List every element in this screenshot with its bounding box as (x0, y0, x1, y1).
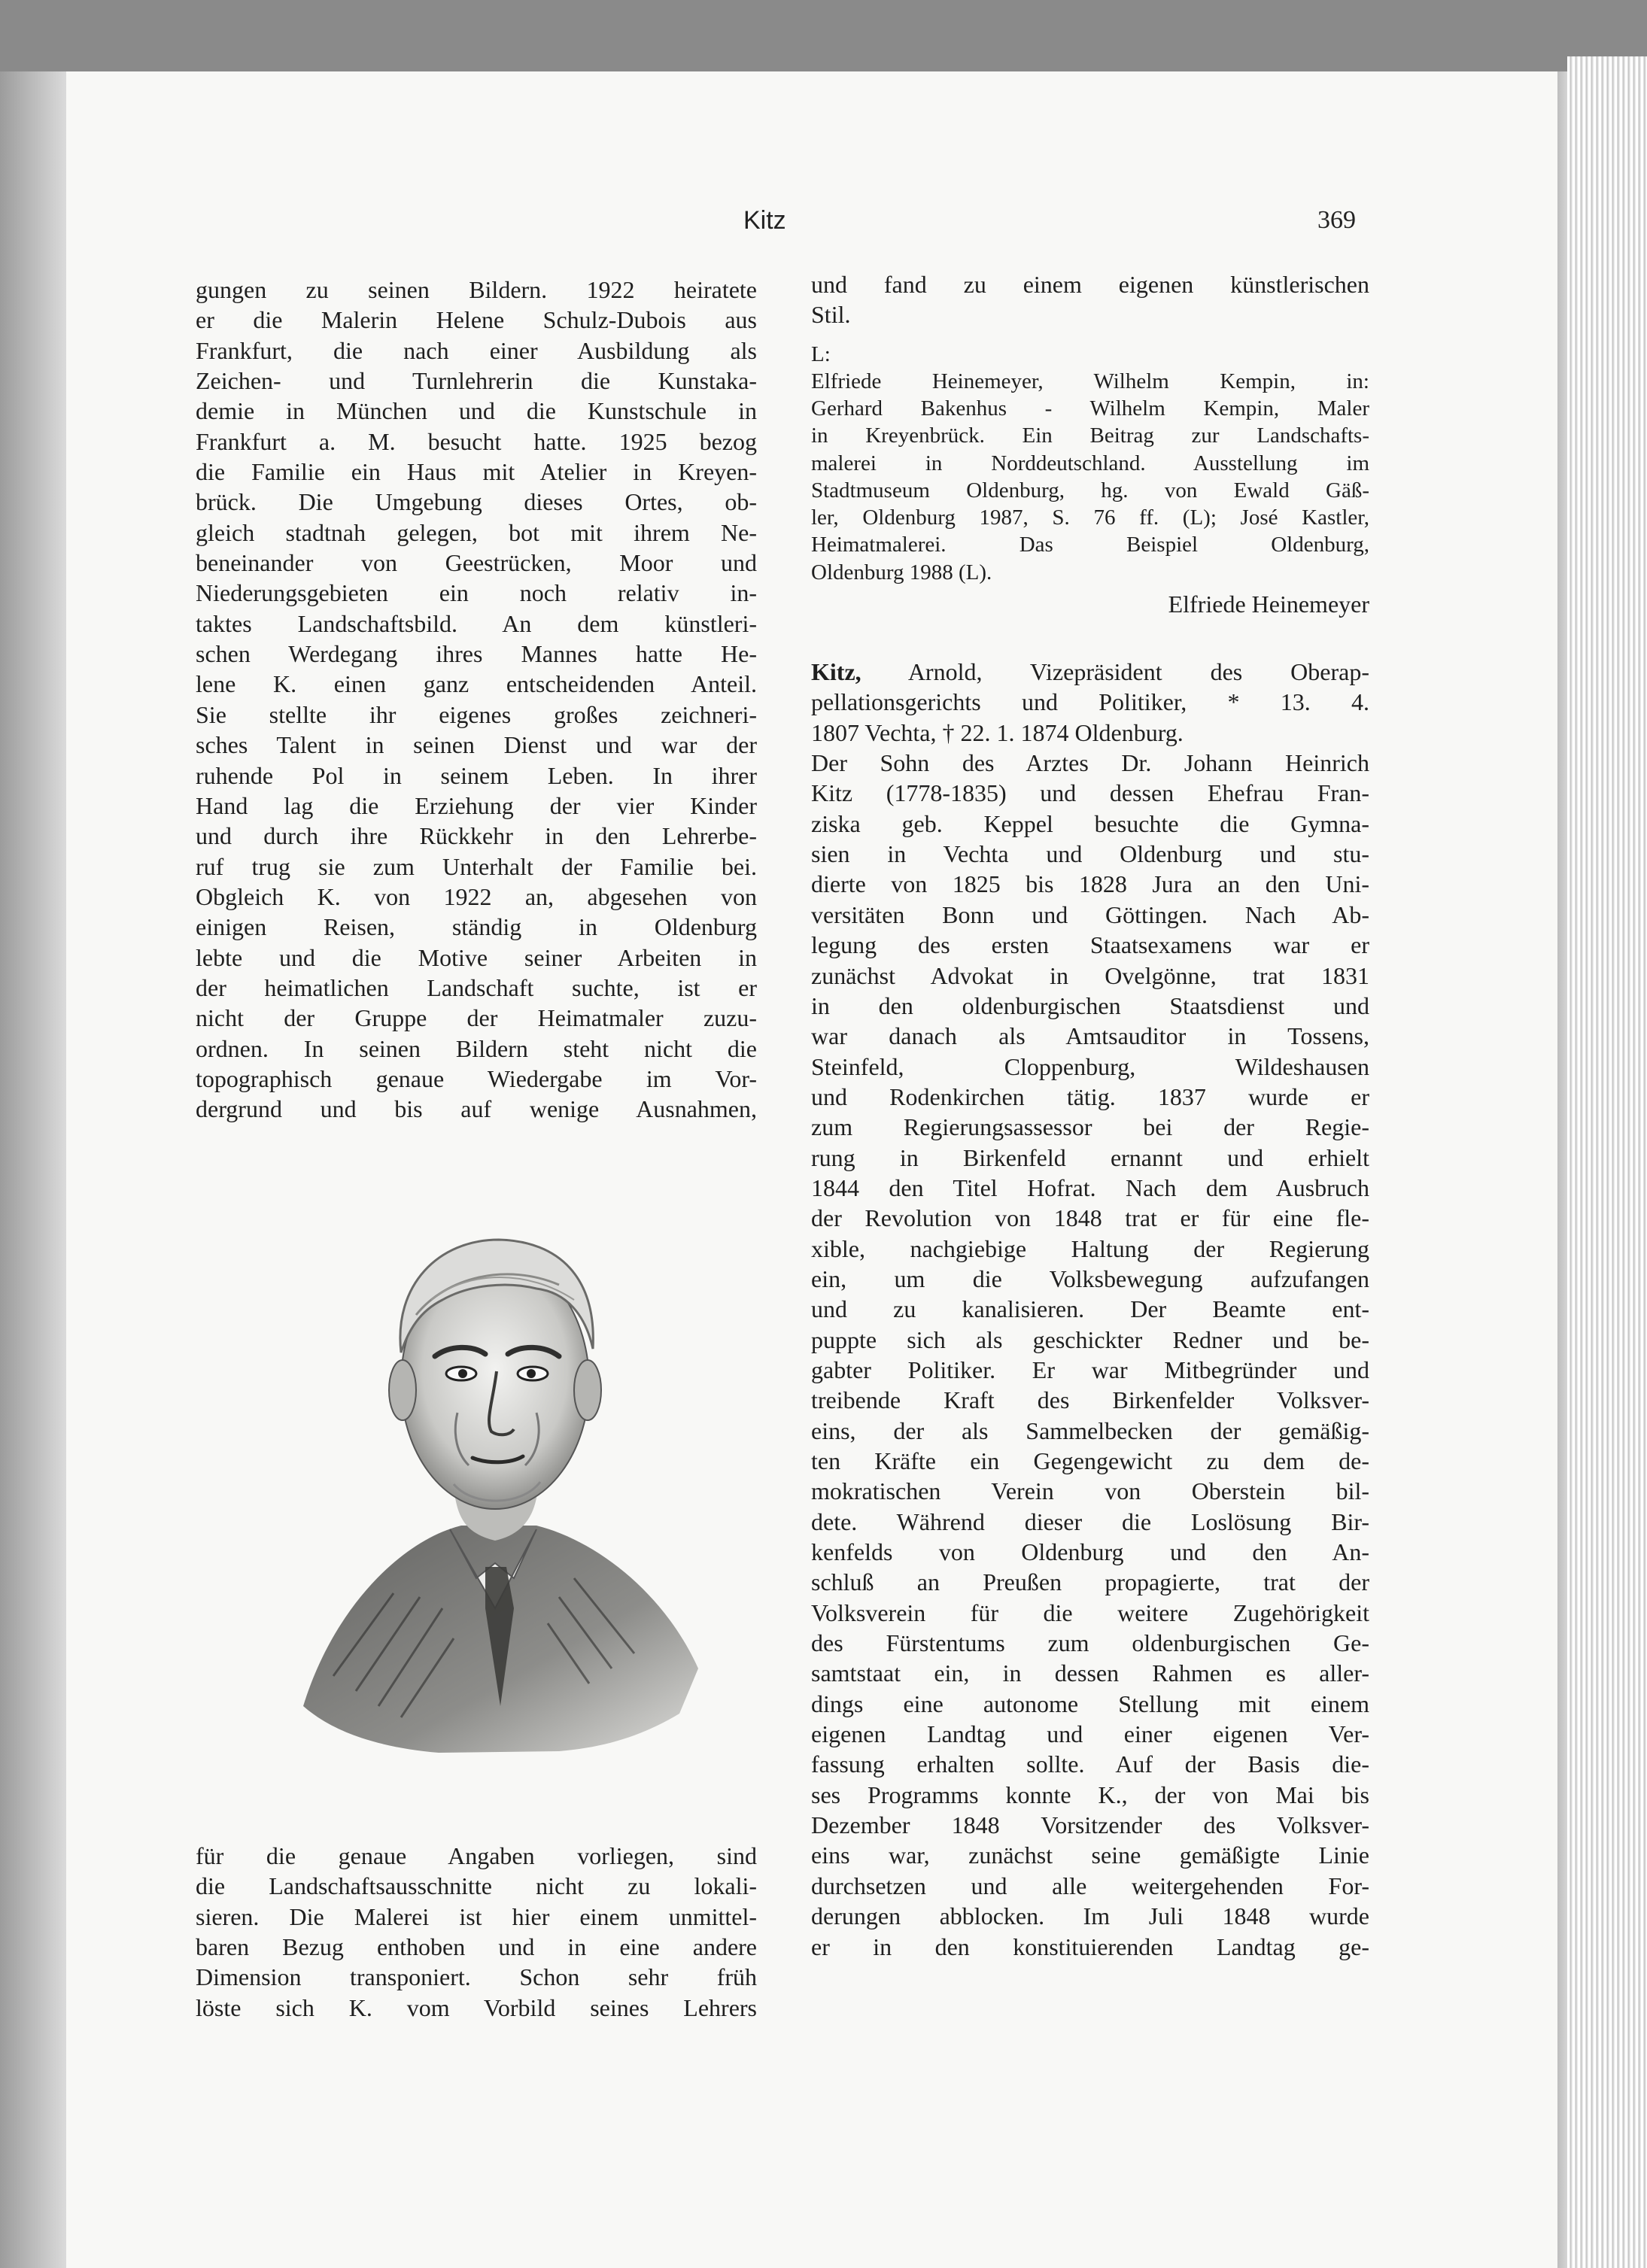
text-line: sien in Vechta und Oldenburg und stu- (811, 840, 1369, 868)
text-line: eins war, zunächst seine gemäßigte Linie (811, 1841, 1369, 1869)
literature-line: Stadtmuseum Oldenburg, hg. von Ewald Gäß- (811, 478, 1369, 502)
text-line: ruhende Pol in seinem Leben. In ihrer (196, 761, 757, 789)
text-line: fassung erhalten sollte. Auf der Basis die- (811, 1750, 1369, 1778)
text-line: demie in München und die Kunstschule in (196, 397, 757, 425)
text-line: xible, nachgiebige Haltung der Regierung (811, 1234, 1369, 1262)
text-line: zunächst Advokat in Ovelgönne, trat 1831 (811, 961, 1369, 989)
text-line: dergrund und bis auf wenige Ausnahmen, (196, 1095, 757, 1123)
text-line: Zeichen- und Turnlehrerin die Kunstaka- (196, 367, 757, 395)
text-line: dings eine autonome Stellung mit einem (811, 1690, 1369, 1717)
text-line: lene K. einen ganz entscheidenden Anteil. (196, 670, 757, 698)
text-line: gleich stadtnah gelegen, bot mit ihrem Ne- (196, 518, 757, 546)
text-line: ten Kräfte ein Gegengewicht zu dem de- (811, 1447, 1369, 1474)
text-line: Kitz (1778-1835) und dessen Ehefrau Fran- (811, 779, 1369, 807)
text-line: und Rodenkirchen tätig. 1837 wurde er (811, 1082, 1369, 1110)
text-line: er in den konstituierenden Landtag ge- (811, 1933, 1369, 1960)
text-line: ziska geb. Keppel besuchte die Gymna- (811, 809, 1369, 837)
text-line: Obgleich K. von 1922 an, abgesehen von (196, 882, 757, 910)
text-line: Stil. (811, 301, 851, 329)
text-line: und fand zu einem eigenen künstlerischen (811, 271, 1369, 298)
text-line: legung des ersten Staatsexamens war er (811, 931, 1369, 959)
text-line: 1844 den Titel Hofrat. Nach dem Ausbruch (811, 1173, 1369, 1201)
literature-line: Oldenburg 1988 (L). (811, 560, 992, 584)
text-line: der Revolution von 1848 trat er für eine fle- (811, 1204, 1369, 1232)
text-line: Hand lag die Erziehung der vier Kinder (196, 791, 757, 819)
entry-header-line: 1807 Vechta, † 22. 1. 1874 Oldenburg. (811, 718, 1184, 746)
literature-line: in Kreyenbrück. Ein Beitrag zur Landschafts- (811, 424, 1369, 448)
text-line: Volksverein für die weitere Zugehörigkeit (811, 1599, 1369, 1626)
text-line: und durch ihre Rückkehr in den Lehrerbe- (196, 822, 757, 850)
text-line: gungen zu seinen Bildern. 1922 heiratete (196, 276, 757, 303)
text-line: gabter Politiker. Er war Mitbegründer und (811, 1356, 1369, 1383)
text-line: baren Bezug enthoben und in eine andere (196, 1933, 757, 1961)
text-line: rung in Birkenfeld ernannt und erhielt (811, 1143, 1369, 1171)
text-line: topographisch genaue Wiedergabe im Vor- (196, 1064, 757, 1092)
running-head: Kitz (743, 206, 786, 235)
text-line: die Familie ein Haus mit Atelier in Kreyen- (196, 458, 757, 486)
text-line: samtstaat ein, in dessen Rahmen es aller- (811, 1659, 1369, 1687)
text-line: lebte und die Motive seiner Arbeiten in (196, 943, 757, 971)
scanner-background (0, 0, 1647, 71)
page-number: 369 (1317, 206, 1356, 234)
text-line: Sie stellte ihr eigenes großes zeichneri- (196, 700, 757, 728)
text-line: die Landschaftsausschnitte nicht zu lokali- (196, 1872, 757, 1900)
book-fore-edge (1567, 56, 1647, 2268)
text-line: Der Sohn des Arztes Dr. Johann Heinrich (811, 749, 1369, 777)
literature-line: Gerhard Bakenhus - Wilhelm Kempin, Maler (811, 396, 1369, 421)
entry-header-text: Arnold, Vizepräsident des Oberap- (861, 658, 1369, 686)
literature-line: malerei in Norddeutschland. Ausstellung im (811, 451, 1369, 475)
literature-label: L: (811, 342, 831, 366)
text-line: in den oldenburgischen Staatsdienst und (811, 991, 1369, 1019)
text-line: er die Malerin Helene Schulz-Dubois aus (196, 306, 757, 334)
literature-line: ler, Oldenburg 1987, S. 76 ff. (L); José Kastler, (811, 506, 1369, 530)
text-line: der heimatlichen Landschaft suchte, ist er (196, 973, 757, 1001)
literature-line: Heimatmalerei. Das Beispiel Oldenburg, (811, 533, 1369, 557)
portrait-sketch (288, 1187, 710, 1759)
text-line: derungen abblocken. Im Juli 1848 wurde (811, 1902, 1369, 1930)
text-line: brück. Die Umgebung dieses Ortes, ob- (196, 488, 757, 516)
text-line: war danach als Amtsauditor in Tossens, (811, 1022, 1369, 1050)
text-line: taktes Landschaftsbild. An dem künstleri- (196, 609, 757, 637)
text-line: schen Werdegang ihres Mannes hatte He- (196, 640, 757, 668)
text-line: sieren. Die Malerei ist hier einem unmittel- (196, 1902, 757, 1930)
text-line: eins, der als Sammelbecken der gemäßig- (811, 1416, 1369, 1444)
text-line: durchsetzen und alle weitergehenden For- (811, 1872, 1369, 1899)
text-line: Frankfurt a. M. besucht hatte. 1925 bezog (196, 427, 757, 455)
text-line: dierte von 1825 bis 1828 Jura an den Uni- (811, 870, 1369, 898)
left-column-top (196, 275, 757, 1125)
text-line: versitäten Bonn und Göttingen. Nach Ab- (811, 900, 1369, 928)
right-column (811, 269, 1369, 1962)
text-line: puppte sich als geschickter Redner und be- (811, 1325, 1369, 1353)
text-line: Niederungsgebieten ein noch relativ in- (196, 579, 757, 607)
text-line: und zu kanalisieren. Der Beamte ent- (811, 1295, 1369, 1323)
text-line: für die genaue Angaben vorliegen, sind (196, 1842, 757, 1869)
entry-header-line (811, 657, 1369, 687)
text-line: ruf trug sie zum Unterhalt der Familie bei. (196, 852, 757, 880)
entry-lemma: Kitz, (811, 658, 861, 686)
text-line: ein, um die Volksbewegung aufzufangen (811, 1265, 1369, 1292)
text-line: Dezember 1848 Vorsitzender des Volksver- (811, 1811, 1369, 1839)
article-author: Elfriede Heinemeyer (1168, 591, 1369, 618)
text-line: zum Regierungsassessor bei der Regie- (811, 1113, 1369, 1141)
text-line: Steinfeld, Cloppenburg, Wildeshausen (811, 1052, 1369, 1080)
text-line: Dimension transponiert. Schon sehr früh (196, 1963, 757, 1991)
text-line: des Fürstentums zum oldenburgischen Ge- (811, 1629, 1369, 1657)
text-line: einigen Reisen, ständig in Oldenburg (196, 913, 757, 941)
text-line: nicht der Gruppe der Heimatmaler zuzu- (196, 1004, 757, 1032)
text-line: ses Programms konnte K., der von Mai bis (811, 1781, 1369, 1808)
literature-line: Elfriede Heinemeyer, Wilhelm Kempin, in: (811, 369, 1369, 393)
text-line: Frankfurt, die nach einer Ausbildung als (196, 336, 757, 364)
text-line: treibende Kraft des Birkenfelder Volksver- (811, 1386, 1369, 1414)
text-line: schluß an Preußen propagierte, trat der (811, 1568, 1369, 1596)
text-line: eigenen Landtag und einer eigenen Ver- (811, 1720, 1369, 1748)
text-line: ordnen. In seinen Bildern steht nicht die (196, 1034, 757, 1062)
text-line: löste sich K. vom Vorbild seines Lehrers (196, 1993, 757, 2021)
left-column-bottom (196, 1841, 757, 2023)
text-line: dete. Während dieser die Loslösung Bir- (811, 1507, 1369, 1535)
facing-page-edge (0, 71, 68, 2268)
text-line: beneinander von Geestrücken, Moor und (196, 549, 757, 577)
text-line: kenfelds von Oldenburg und den An- (811, 1538, 1369, 1566)
entry-header-line: pellationsgerichts und Politiker, * 13. 4. (811, 688, 1369, 716)
text-line: sches Talent in seinen Dienst und war der (196, 731, 757, 759)
text-line: mokratischen Verein von Oberstein bil- (811, 1477, 1369, 1505)
